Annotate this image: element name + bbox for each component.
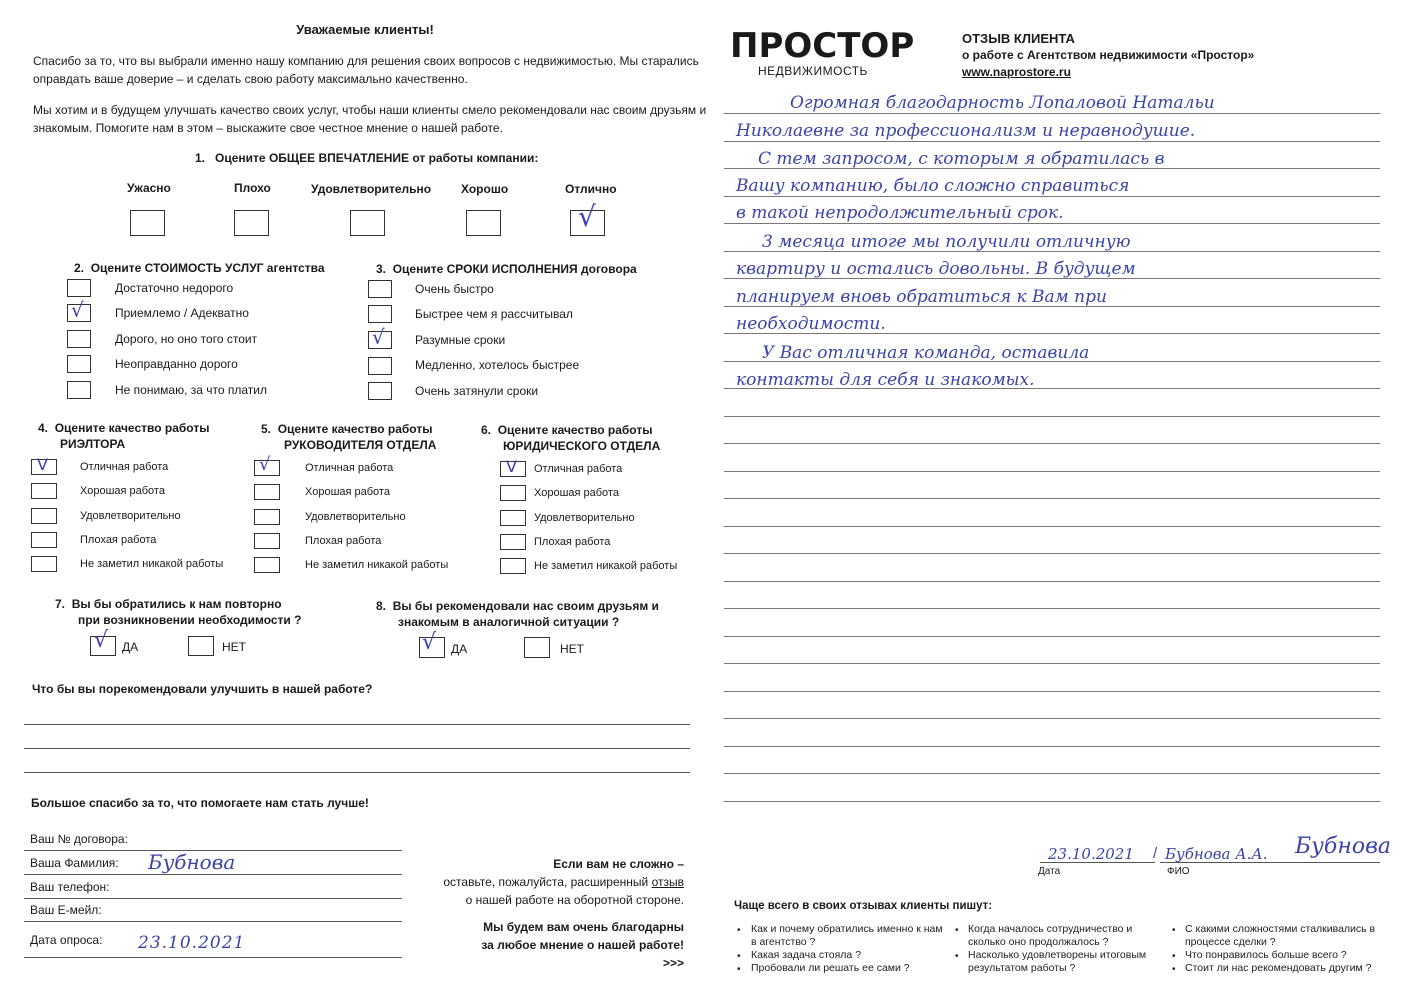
review-fio-line <box>1160 862 1380 863</box>
bullet-icon: • <box>1172 925 1176 936</box>
q3-number: 3. <box>376 262 387 276</box>
q6-option-label: Плохая работа <box>534 536 611 548</box>
q3-checkbox-5[interactable] <box>368 382 392 400</box>
q5-checkbox-5[interactable] <box>254 557 280 573</box>
bullet-icon: • <box>737 925 741 936</box>
q7-yes-label: ДА <box>122 640 139 654</box>
q1-title-prefix: Оцените <box>215 151 269 165</box>
q2-option-label: Неоправданно дорого <box>115 357 238 371</box>
bullet-icon: • <box>737 951 741 962</box>
ruled-line[interactable] <box>724 223 1380 224</box>
review-fio-value[interactable]: Бубнова А.А. <box>1165 845 1268 863</box>
date-label: Дата опроса: <box>30 933 103 947</box>
tip-item: Какая задача стояла ? <box>751 949 862 961</box>
review-form-subtitle: о работе с Агентством недвижимости «Простор» <box>962 48 1255 62</box>
q1-checkbox-awful[interactable] <box>130 210 165 236</box>
q6-option-label: Удовлетворительно <box>534 512 635 524</box>
logo-main-text: ПРОСТОР <box>730 26 915 66</box>
q3-option-label: Быстрее чем я рассчитывал <box>415 307 573 321</box>
q6-title-line2: ЮРИДИЧЕСКОГО ОТДЕЛА <box>503 439 661 453</box>
review-line: Огромная благодарность Лопаловой Натальи <box>790 93 1215 113</box>
q4-title-line2: РИЭЛТОРА <box>60 437 126 451</box>
q3-title-prefix: Оцените <box>392 262 447 276</box>
thanks-text: Большое спасибо за то, что помогаете нам стать лучше! <box>31 796 369 810</box>
q5-option-label: Плохая работа <box>305 535 382 547</box>
q6-option-label: Отличная работа <box>534 463 623 475</box>
q7-title-text: Вы бы обратились к нам повторно <box>71 597 282 611</box>
ruled-line[interactable] <box>724 581 1380 582</box>
q3-option-label: Очень затянули сроки <box>415 384 539 398</box>
q1-checkbox-satisfactory[interactable] <box>350 210 385 236</box>
q1-option-label: Плохо <box>234 181 271 195</box>
q7-title-line2: при возникновении необходимости ? <box>78 613 302 627</box>
q8-yes-label: ДА <box>451 642 468 656</box>
q2-checkbox-5[interactable] <box>67 381 91 399</box>
ruled-line[interactable] <box>724 746 1380 747</box>
q4-option-label: Хорошая работа <box>80 485 165 497</box>
q3-option-label: Разумные сроки <box>415 333 506 347</box>
q5-title-line2: РУКОВОДИТЕЛЯ ОТДЕЛА <box>284 438 437 452</box>
intro-para2-line1: Мы хотим и в будущем улучшать качество своих услуг, чтобы наши клиенты смело рекомендовали нас своим друзьям и <box>33 103 707 117</box>
contract-label: Ваш № договора: <box>30 832 128 846</box>
q1-checkmark-icon: √ <box>578 200 596 233</box>
review-line: контакты для себя и знакомых. <box>736 370 1035 390</box>
request-block <box>420 855 684 972</box>
q1-option-label: Хорошо <box>461 182 509 196</box>
q6-checkbox-2[interactable] <box>500 485 526 501</box>
q5-number: 5. <box>261 422 272 436</box>
tip-item: Что понравилось больше всего ? <box>1185 949 1347 961</box>
q1-checkbox-bad[interactable] <box>234 210 269 236</box>
ruled-line[interactable] <box>724 608 1380 609</box>
q5-checkbox-3[interactable] <box>254 509 280 525</box>
tips-heading: Чаще всего в своих отзывах клиенты пишут: <box>734 900 993 912</box>
ruled-line[interactable] <box>724 113 1380 114</box>
q5-option-label: Хорошая работа <box>305 486 390 498</box>
intro-para2-line2: знакомым. Помогите нам в этом – выскажите свое честное мнение о нашей работе. <box>33 121 503 135</box>
review-line: Николаевне за профессионализм и неравнодушие. <box>736 121 1196 141</box>
ruled-line[interactable] <box>724 416 1380 417</box>
tip-item: Как и почему обратились именно к нам в агентство ? <box>751 923 943 948</box>
request-line2 <box>420 873 684 891</box>
ruled-line[interactable] <box>724 526 1380 527</box>
surname-label: Ваша Фамилия: <box>30 856 119 870</box>
phone-field[interactable] <box>24 898 402 899</box>
tip-item: С какими сложностями сталкивались в процессе сделки ? <box>1185 923 1376 948</box>
greeting-heading: Уважаемые клиенты! <box>296 22 434 37</box>
q2-title <box>74 261 325 275</box>
ruled-line[interactable] <box>724 443 1380 444</box>
bullet-icon: • <box>1172 964 1176 975</box>
ruled-line[interactable] <box>724 498 1380 499</box>
surname-field[interactable] <box>24 874 402 875</box>
bullet-icon: • <box>955 925 959 936</box>
brand-site-link[interactable]: www.naprostore.ru <box>962 65 1071 79</box>
email-label: Ваш Е-мейл: <box>30 903 102 917</box>
q7-checkbox-no[interactable] <box>188 636 214 656</box>
q4-option-label: Удовлетворительно <box>80 510 181 522</box>
q3-checkmark-icon: √ <box>372 325 385 349</box>
review-line: С тем запросом, с которым я обратилась в <box>758 149 1165 169</box>
review-line: квартиру и остались довольны. В будущем <box>736 259 1136 279</box>
improve-line[interactable] <box>24 772 690 773</box>
request-line3: о нашей работе на оборотной стороне. <box>465 893 684 907</box>
q5-title-text: Оцените качество работы <box>277 422 433 436</box>
request-line2-text: оставьте, пожалуйста, расширенный <box>443 875 649 889</box>
q2-option-label: Достаточно недорого <box>115 281 234 295</box>
q2-title-prefix: Оцените <box>90 261 145 275</box>
q2-checkmark-icon: √ <box>71 298 84 322</box>
tip-item: Когда началось сотрудничество и сколько оно продолжалось ? <box>968 923 1133 948</box>
email-field[interactable] <box>24 921 402 922</box>
q1-checkbox-good[interactable] <box>466 210 501 236</box>
brand-logo <box>730 28 914 78</box>
tip-item: Стоит ли нас рекомендовать другим ? <box>1185 962 1372 974</box>
q2-title-bold: СТОИМОСТЬ УСЛУГ <box>144 261 264 275</box>
q8-no-label: НЕТ <box>560 642 584 656</box>
q5-option-label: Отличная работа <box>305 462 394 474</box>
ruled-line[interactable] <box>724 663 1380 664</box>
q6-option-label: Хорошая работа <box>534 487 619 499</box>
q6-title-text: Оцените качество работы <box>497 423 653 437</box>
bullet-icon: • <box>955 951 959 962</box>
ruled-line[interactable] <box>724 471 1380 472</box>
q5-option-label: Удовлетворительно <box>305 511 406 523</box>
q1-title-bold: ОБЩЕЕ ВПЕЧАТЛЕНИЕ <box>268 151 410 165</box>
q2-checkbox-3[interactable] <box>67 330 91 348</box>
q2-number: 2. <box>74 261 85 275</box>
logo-sub-text: НЕДВИЖИМОСТЬ <box>758 64 868 78</box>
bullet-icon: • <box>737 964 741 975</box>
q4-option-label: Плохая работа <box>80 534 157 546</box>
q3-checkbox-1[interactable] <box>368 280 392 298</box>
q6-number: 6. <box>481 423 492 437</box>
q6-option-label: Не заметил никакой работы <box>534 560 678 572</box>
q5-title-line1 <box>261 422 432 436</box>
request-line1: Если вам не сложно – <box>553 857 684 871</box>
q6-checkbox-5[interactable] <box>500 558 526 574</box>
q1-number: 1. <box>195 151 206 165</box>
phone-label: Ваш телефон: <box>30 880 110 894</box>
ruled-line[interactable] <box>724 801 1380 802</box>
q1-option-label: Отлично <box>565 182 617 196</box>
ruled-line[interactable] <box>724 718 1380 719</box>
q4-checkbox-2[interactable] <box>31 483 57 499</box>
q5-checkbox-2[interactable] <box>254 484 280 500</box>
review-line: 3 месяца итоге мы получили отличную <box>762 232 1131 252</box>
separator: / <box>1153 845 1158 862</box>
q3-checkbox-4[interactable] <box>368 357 392 375</box>
ruled-line[interactable] <box>724 636 1380 637</box>
survey-date-value[interactable]: 23.10.2021 <box>138 933 246 953</box>
review-date-label: Дата <box>1038 866 1061 877</box>
q8-title-line1 <box>376 599 659 613</box>
q7-checkmark-icon: √ <box>94 628 109 653</box>
improve-line[interactable] <box>24 724 690 725</box>
q2-option-label: Не понимаю, за что платил <box>115 383 268 397</box>
q3-title-suffix: договора <box>577 262 637 276</box>
surname-value[interactable]: Бубнова <box>148 850 236 874</box>
q8-title-line2: знакомым в аналогичной ситуации ? <box>398 615 620 629</box>
q4-option-label: Отличная работа <box>80 461 169 473</box>
ruled-line[interactable] <box>724 691 1380 692</box>
request-line4: Мы будем вам очень благодарны <box>483 920 684 934</box>
q4-option-label: Не заметил никакой работы <box>80 558 224 570</box>
q2-option-label: Дорого, но оно того стоит <box>115 332 258 346</box>
improve-question: Что бы вы порекомендовали улучшить в нашей работе? <box>32 682 373 696</box>
q7-number: 7. <box>55 597 66 611</box>
review-fio-label: ФИО <box>1167 866 1190 877</box>
q4-title-text: Оцените качество работы <box>54 421 210 435</box>
q8-number: 8. <box>376 599 387 613</box>
q7-no-label: НЕТ <box>222 640 246 654</box>
q6-checkmark-icon: V <box>506 457 517 476</box>
signature: Бубнова <box>1295 834 1392 859</box>
ruled-line[interactable] <box>724 773 1380 774</box>
q2-checkbox-1[interactable] <box>67 279 91 297</box>
q8-title-text: Вы бы рекомендовали нас своим друзьям и <box>392 599 659 613</box>
intro-para1-line2: оправдать ваше доверие – и сделать свою работу максимально качественно. <box>33 72 468 86</box>
q2-checkbox-4[interactable] <box>67 355 91 373</box>
q6-checkbox-3[interactable] <box>500 510 526 526</box>
intro-para1-line1: Спасибо за то, что вы выбрали именно нашу компанию для решения своих вопросов с недвижимостью. Мы старались <box>33 54 699 68</box>
request-line5: за любое мнение о нашей работе! <box>481 938 684 952</box>
review-line: в такой непродолжительный срок. <box>736 203 1064 223</box>
q3-option-label: Медленно, хотелось быстрее <box>415 358 580 372</box>
q2-option-label: Приемлемо / Адекватно <box>115 306 249 320</box>
q1-title <box>195 151 538 165</box>
request-arrows[interactable]: >>> <box>662 956 684 970</box>
tip-item: Пробовали ли решать ее сами ? <box>751 962 910 974</box>
q1-option-label: Ужасно <box>127 181 171 195</box>
q3-checkbox-2[interactable] <box>368 305 392 323</box>
bullet-icon: • <box>1172 951 1176 962</box>
q4-title-line1 <box>38 421 209 435</box>
q8-checkbox-no[interactable] <box>524 637 550 658</box>
q4-checkbox-5[interactable] <box>31 556 57 572</box>
q3-option-label: Очень быстро <box>415 282 494 296</box>
q6-title-line1 <box>481 423 652 437</box>
q1-title-suffix: от работы компании: <box>409 151 539 165</box>
q6-checkbox-4[interactable] <box>500 534 526 550</box>
review-link[interactable]: отзыв <box>651 875 684 889</box>
review-line: планируем вновь обратиться к Вам при <box>736 287 1107 307</box>
q4-checkmark-icon: V <box>37 455 48 474</box>
q5-option-label: Не заметил никакой работы <box>305 559 449 571</box>
q8-checkmark-icon: √ <box>422 630 437 655</box>
q4-checkbox-3[interactable] <box>31 508 57 524</box>
review-line: У Вас отличная команда, оставила <box>762 343 1090 363</box>
q5-checkmark-icon: √ <box>259 454 271 475</box>
q3-title <box>376 262 637 276</box>
review-date-line <box>1040 862 1155 863</box>
q2-title-suffix: агентства <box>263 261 325 275</box>
q1-option-label: Удовлетворительно <box>311 182 432 196</box>
improve-line[interactable] <box>24 748 690 749</box>
review-line: Вашу компанию, было сложно справиться <box>736 176 1130 196</box>
q5-checkbox-4[interactable] <box>254 533 280 549</box>
review-line: необходимости. <box>736 314 886 334</box>
review-form-title: ОТЗЫВ КЛИЕНТА <box>962 31 1075 46</box>
date-field[interactable] <box>24 957 402 958</box>
q4-number: 4. <box>38 421 49 435</box>
tip-item: Насколько удовлетворены итоговым результатом работы ? <box>968 949 1147 974</box>
q4-checkbox-4[interactable] <box>31 532 57 548</box>
review-date-value[interactable]: 23.10.2021 <box>1048 845 1134 863</box>
ruled-line[interactable] <box>724 553 1380 554</box>
q7-title-line1 <box>55 597 282 611</box>
q3-title-bold: СРОКИ ИСПОЛНЕНИЯ <box>446 262 578 276</box>
